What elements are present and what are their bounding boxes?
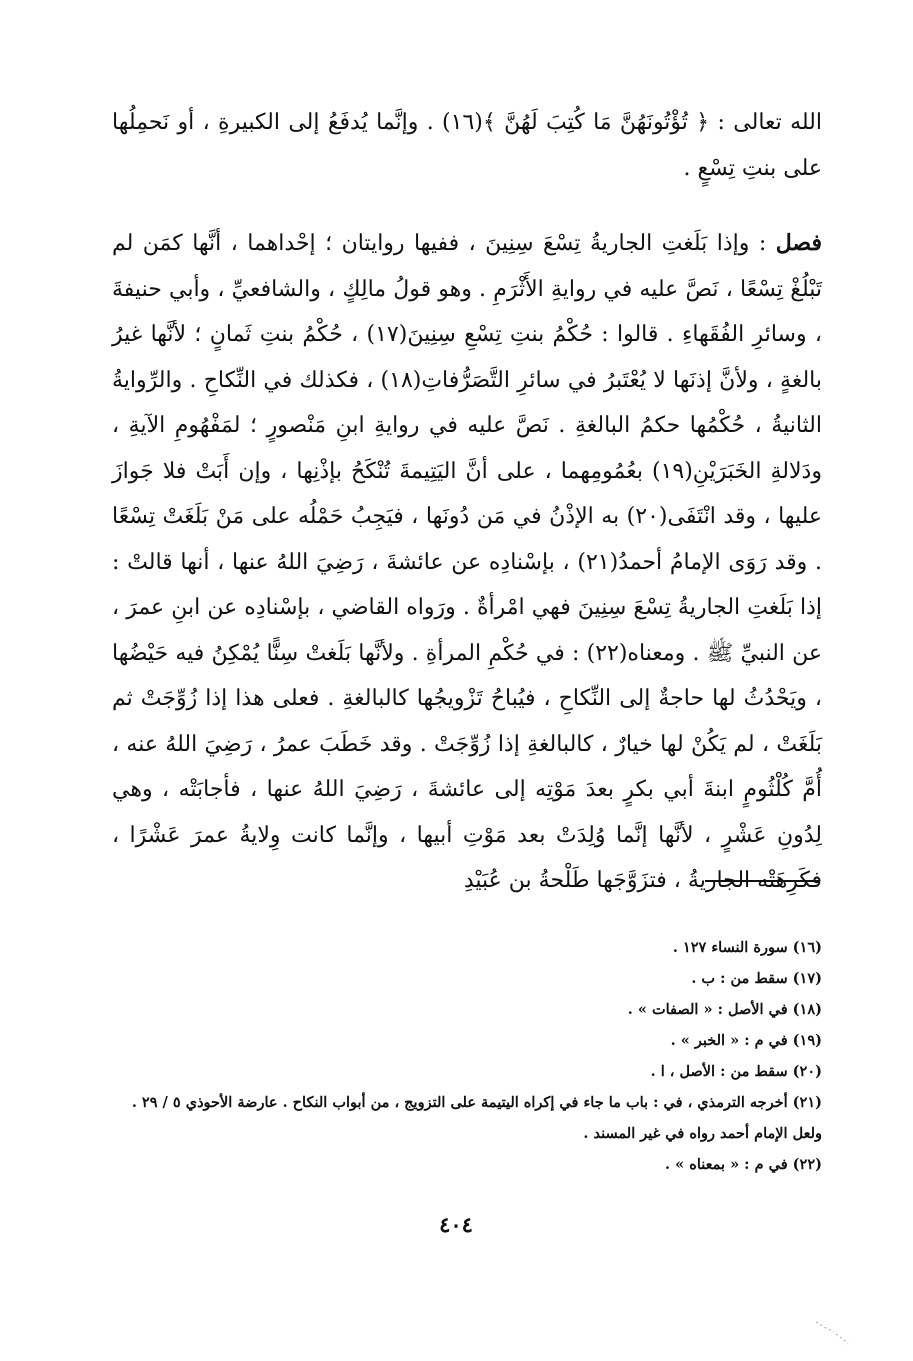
paragraph-1 — [112, 100, 822, 191]
footnote-22: (٢٢) في م : « بمعناه » . — [665, 1156, 822, 1173]
footnote-separator — [705, 880, 820, 882]
section-heading: فصل — [775, 230, 823, 256]
paragraph-1-text: الله تعالى : ﴿ تُؤْتُونَهُنَّ مَا كُتِبَ لَهُنَّ ﴾(١٦) . وإنَّما يُدفَعُ إلى الكبيرةِ ، أو نَحمِلُها على بنتِ تِسْعٍ . — [112, 110, 822, 181]
footnote-19: (١٩) في م : « الخبر » . — [670, 1032, 822, 1049]
footnote-18: (١٨) في الأصل : « الصفات » . — [627, 1001, 822, 1018]
main-text — [112, 100, 822, 904]
paragraph-2 — [112, 221, 822, 904]
footnote-17: (١٧) سقط من : ب . — [691, 970, 822, 987]
footnote-21: (٢١) أخرجه الترمذي ، في : باب ما جاء في إكراه اليتيمة على التزويج ، من أبواب النكاح . عارضة الأحوذي ٥ / ٢٩ . ولعل الإمام أحمد رواه في غير المسند . — [131, 1094, 822, 1142]
margin-mark-icon — [812, 1318, 852, 1348]
page-number: ٤٠٤ — [439, 1212, 473, 1237]
paragraph-2-text: : وإذا بَلَغتِ الجاريةُ تِسْعَ سِنِينَ ، ففيها روايتان ؛ إحْداهما ، أنَّها كمَن لم تَبْلُغْ تِسْعًا ، نَصَّ عليه في روايةِ الأَثْرَمِ . وهو قولُ مالِكٍ ، والشافعيِّ ، وأبي حنيفةَ ، وسائرِ الفُقَهاءِ . قالوا : حُكْمُ بنتِ تِسْعِ سِنِينَ(١٧) ، حُكْمُ بنتِ ثَمانٍ ؛ لأنَّها غيرُ بالغةٍ ، ولأنَّ إذنَها لا يُعْتَبرُ في سائرِ التَّصَرُّفاتِ(١٨) ، فكذلك في النِّكاحِ . والرِّوايةُ الثانيةُ ، حُكْمُها حكمُ البالغةِ . نَصَّ عليه في روايةِ ابنِ مَنْصورٍ ؛ لمَفْهُومِ الآيةِ ، ودَلالةِ الخَبَرَيْنِ(١٩) بعُمُومِهما ، على أنَّ اليَتِيمةَ تُنْكَحُ بإذْنِها ، وإن أَبَتْ فلا جَوازَ عليها ، وقد انْتَفَى(٢٠) به الإذْنُ في مَن دُونَها ، فيَجِبُ حَمْلُه على مَنْ بَلَغَتْ تِسْعًا . وقد رَوَى الإمامُ أحمدُ(٢١) ، بإسْنادِه عن عائشةَ ، رَضِيَ اللهُ عنها ، أنها قالتْ : إذا بَلَغتِ الجاريةُ تِسْعَ سِنِينَ فهي امْرأةٌ . ورَواه القاضي ، بإسْنادِه عن ابنِ عمرَ ، عن النبيِّ ﷺ . ومعناه(٢٢) : في حُكْمِ المرأةِ . ولأنَّها بَلَغتْ سِنًّا يُمْكِنُ فيه حَيْضُها ، ويَحْدُثُ لها حاجةٌ إلى النِّكاحِ ، فيُباحُ تَزْويجُها كالبالغةِ . فعلى هذا إذا زُوِّجَتْ ثم بَلَغَتْ ، لم يَكُنْ لها خيارٌ ، كالبالغةِ إذا زُوِّجَتْ . وقد خَطَبَ عمرُ ، رَضِيَ اللهُ عنه ، أُمَّ كُلْثُومٍ ابنةَ أبي بكرٍ بعدَ مَوْتِه إلى عائشةَ ، رَضِيَ اللهُ عنها ، فأجابَتْه ، وهي لِدُونِ عَشْرٍ ، لأنَّها إنَّما وُلِدَتْ بعد مَوْتِ أبيها ، وإنَّما كانت وِلايةُ عمرَ عَشْرًا ، فكَرِهَتْه الجاريةُ ، فتزَوَّجَها طَلْحةُ بن عُبَيْدِ — [112, 231, 823, 893]
footnotes — [112, 932, 822, 1180]
footnote-20: (٢٠) سقط من : الأصل ، ا . — [650, 1063, 822, 1080]
footnote-16: (١٦) سورة النساء ١٢٧ . — [672, 939, 822, 956]
